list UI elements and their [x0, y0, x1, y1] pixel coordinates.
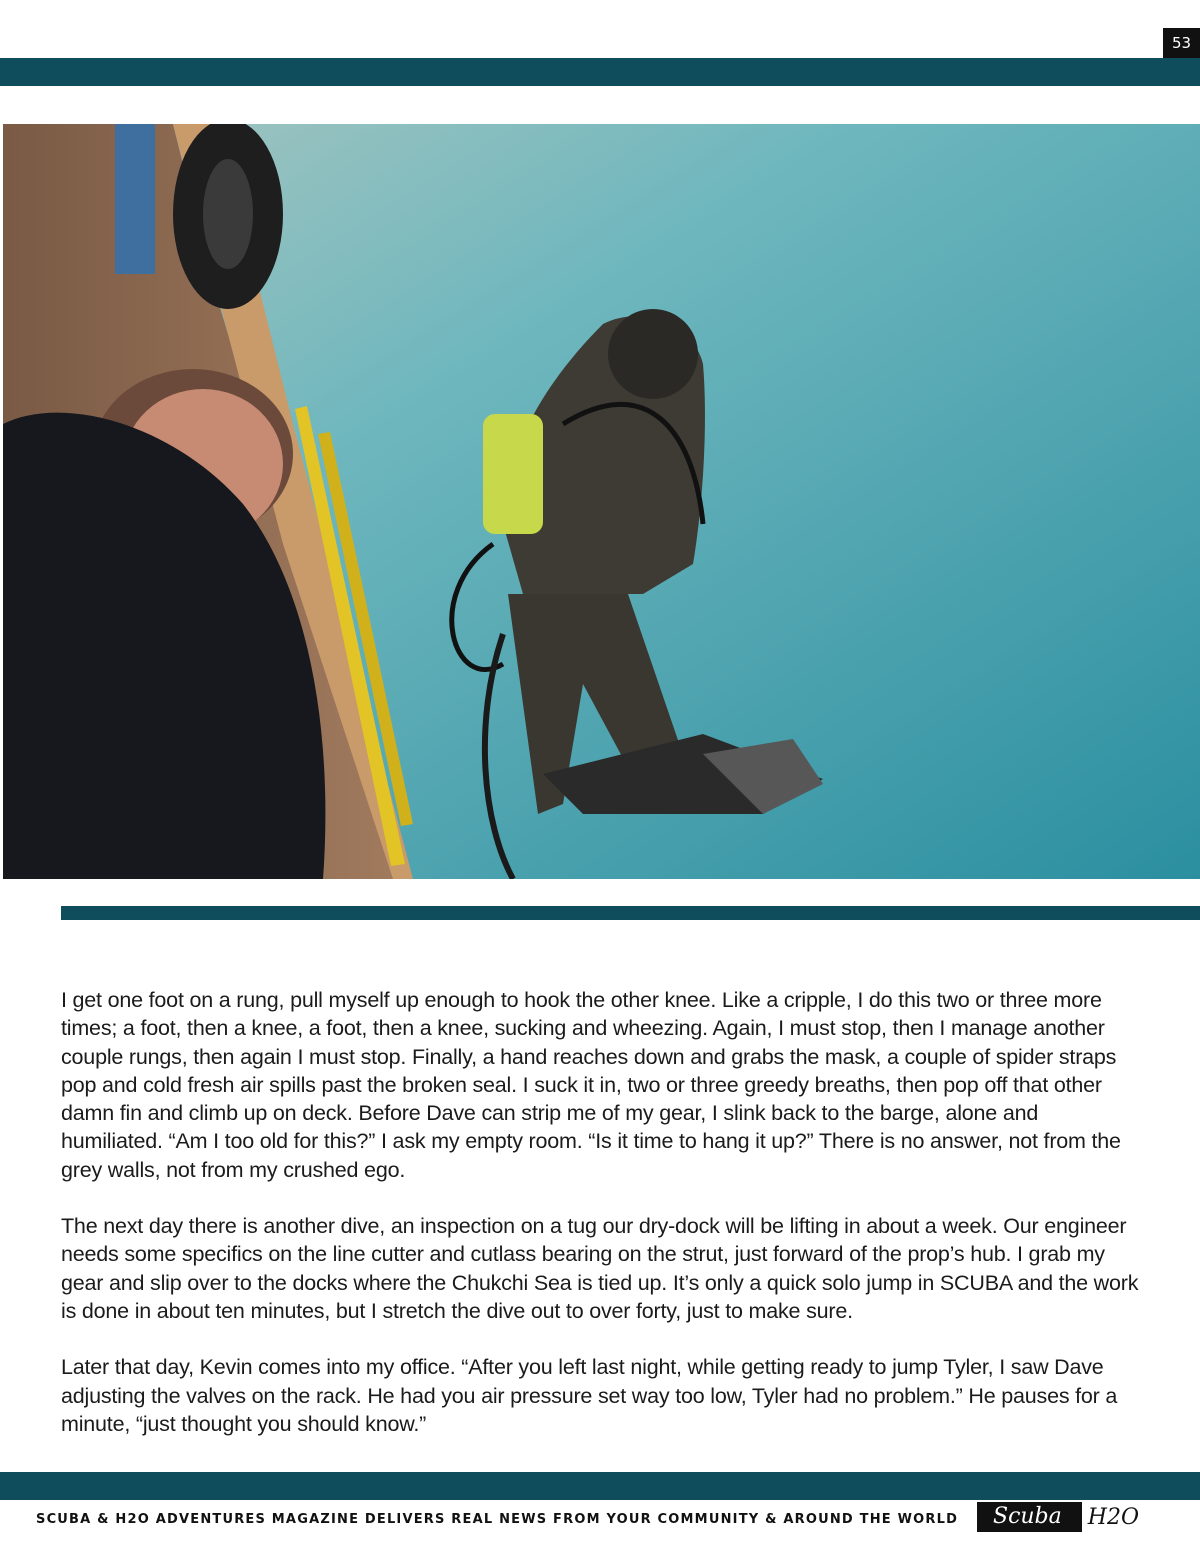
top-rule — [0, 58, 1200, 86]
diver-jumping-photo — [3, 124, 1200, 879]
article-paragraph-1: I get one foot on a rung, pull myself up enough to hook the other knee. Like a cripple, I do this two or three more times; a foot, then a knee, a foot, then a knee, sucking and wheezing. Again, I must stop, then I manage another couple rungs, then again I must stop. Finally, a hand reaches down and grabs the mask, a couple of spider straps pop and cold fresh air spills past the broken seal. I suck it in, two or three greedy breaths, then pop off that other damn fin and climb up on deck. Before Dave can strip me of my gear, I slink back to the barge, alone and humiliated. “Am I too old for this?” I ask my empty room. “Is it time to hang it up?” There is no answer, not from the grey walls, not from my crushed ego. — [61, 988, 1121, 1182]
page-number: 53 — [1163, 28, 1200, 58]
logo-h2o-text: H2O — [1087, 1504, 1139, 1530]
article-paragraph-3: Later that day, Kevin comes into my office. “After you left last night, while getting ready to jump Tyler, I saw Dave adjusting the valves on the rack. He had you air pressure set way too low, Tyler had no problem.” He pauses for a minute, “just thought you should know.” — [61, 1355, 1118, 1436]
article-body — [61, 986, 1141, 1466]
footer-tagline: SCUBA & H2O ADVENTURES MAGAZINE DELIVERS REAL NEWS FROM YOUR COMMUNITY & AROUND THE WORLD — [36, 1512, 959, 1527]
article-paragraph-2: The next day there is another dive, an inspection on a tug our dry-dock will be lifting in about a week. Our engineer needs some specifics on the line cutter and cutlass bearing on the strut, just forward of the prop’s hub. I grab my gear and slip over to the docks where the Chukchi Sea is tied up. It’s only a quick solo jump in SCUBA and the work is done in about ten minutes, but I stretch the dive out to over forty, just to make sure. — [61, 1214, 1139, 1323]
mid-rule — [61, 906, 1200, 920]
logo-scuba-text: Scuba — [977, 1502, 1082, 1532]
scuba-h2o-logo — [977, 1502, 1139, 1532]
bottom-rule — [0, 1472, 1200, 1500]
